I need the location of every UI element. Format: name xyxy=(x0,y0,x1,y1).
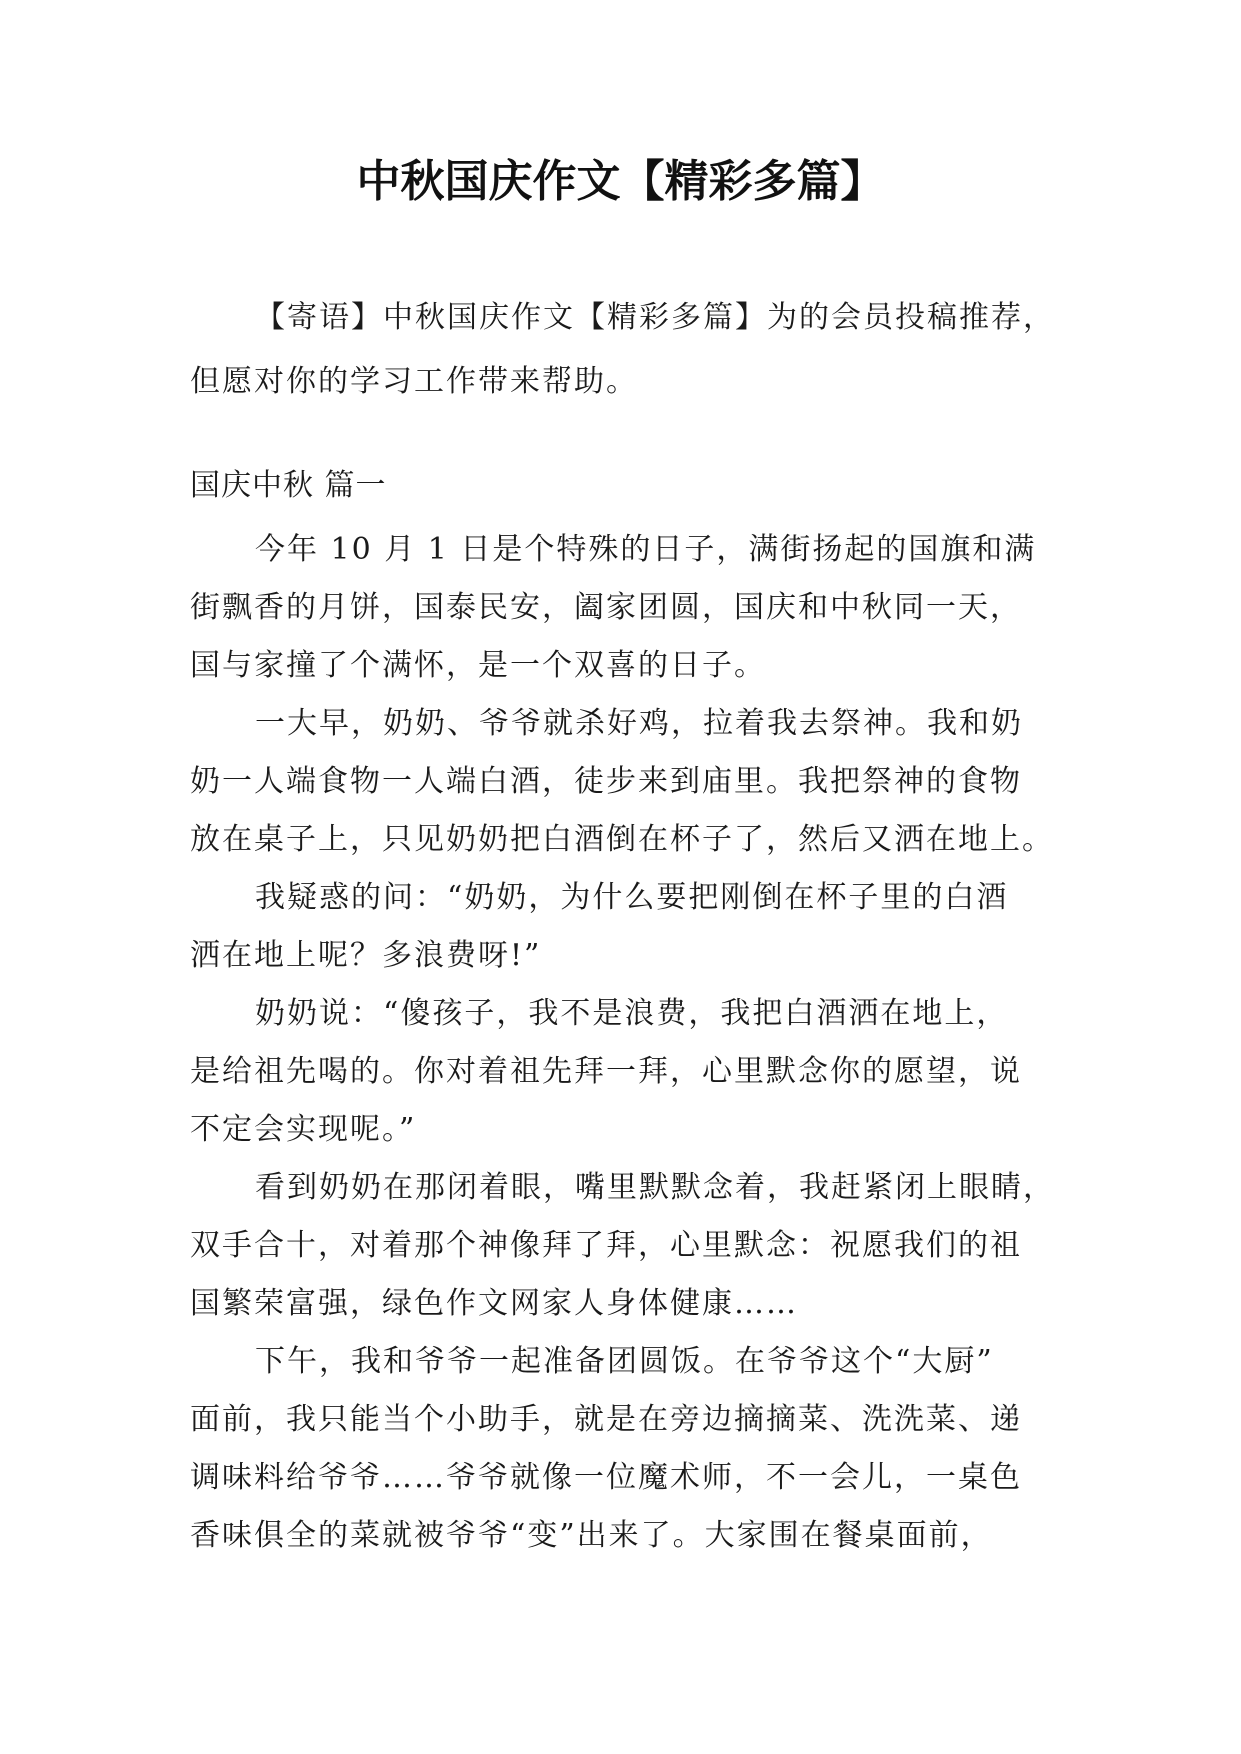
body-line: 我疑惑的问：“奶奶，为什么要把刚倒在杯子里的白酒 xyxy=(255,880,1009,915)
body-line: 看到奶奶在那闭着眼，嘴里默默念着，我赶紧闭上眼睛， xyxy=(255,1170,1055,1205)
body-line: 放在桌子上，只见奶奶把白酒倒在杯子了，然后又洒在地上。 xyxy=(190,822,1054,857)
body-line: 国繁荣富强，绿色作文网家人身体健康…… xyxy=(190,1286,798,1321)
body-line: 不定会实现呢。” xyxy=(190,1112,417,1147)
intro-line-1: 【寄语】中秋国庆作文【精彩多篇】为的会员投稿推荐， xyxy=(255,300,1055,335)
document-title: 中秋国庆作文【精彩多篇】 xyxy=(356,156,885,207)
section-heading: 国庆中秋 篇一 xyxy=(190,468,387,503)
body-line: 下午，我和爷爷一起准备团圆饭。在爷爷这个“大厨” xyxy=(255,1344,994,1379)
body-line: 一大早，奶奶、爷爷就杀好鸡，拉着我去祭神。我和奶 xyxy=(255,706,1023,741)
body-line: 街飘香的月饼，国泰民安，阖家团圆，国庆和中秋同一天， xyxy=(190,590,1022,625)
body-line: 国与家撞了个满怀，是一个双喜的日子。 xyxy=(190,648,766,683)
body-line: 今年 10 月 1 日是个特殊的日子，满街扬起的国旗和满 xyxy=(255,532,1037,567)
body-line: 奶奶说：“傻孩子，我不是浪费，我把白酒洒在地上， xyxy=(255,996,1009,1031)
body-line: 是给祖先喝的。你对着祖先拜一拜，心里默念你的愿望，说 xyxy=(190,1054,1022,1089)
body-line: 香味俱全的菜就被爷爷“变”出来了。大家围在餐桌面前， xyxy=(190,1518,993,1553)
body-line: 双手合十，对着那个神像拜了拜，心里默念：祝愿我们的祖 xyxy=(190,1228,1022,1263)
intro-line-2: 但愿对你的学习工作带来帮助。 xyxy=(190,364,638,399)
body-line: 洒在地上呢？多浪费呀!” xyxy=(190,938,542,973)
body-line: 面前，我只能当个小助手，就是在旁边摘摘菜、洗洗菜、递 xyxy=(190,1402,1022,1437)
body-line: 奶一人端食物一人端白酒，徒步来到庙里。我把祭神的食物 xyxy=(190,764,1022,799)
body-line: 调味料给爷爷……爷爷就像一位魔术师，不一会儿，一桌色 xyxy=(190,1460,1022,1495)
